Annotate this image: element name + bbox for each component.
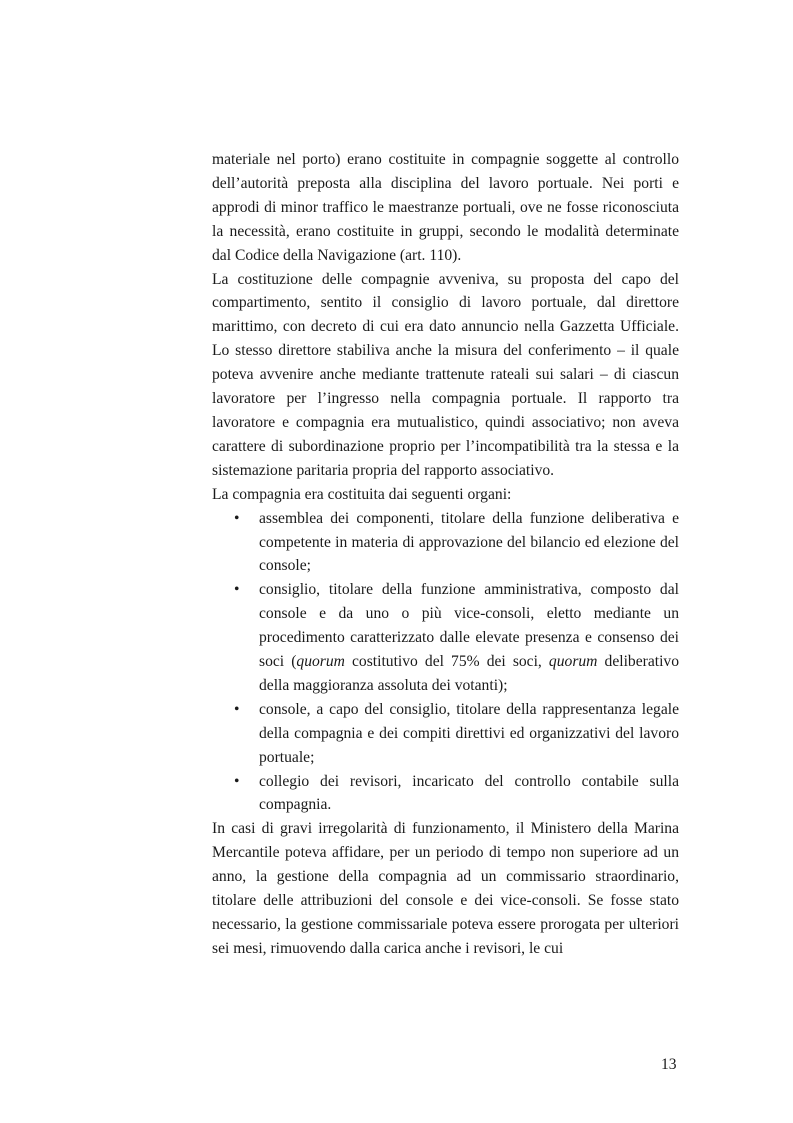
- organs-list: [212, 507, 679, 818]
- list-item-assemblea: [212, 507, 679, 579]
- list-item-text-part: deliberativo della maggioranza assoluta dei votanti);: [259, 653, 680, 694]
- list-item-text: assemblea dei componenti, titolare della funzione deliberativa e competente in materia di approvazione del bilancio ed elezione del console;: [259, 509, 679, 575]
- list-item-text: collegio dei revisori, incaricato del controllo contabile sulla compagnia.: [259, 772, 679, 814]
- list-item-consiglio: [212, 578, 679, 698]
- bullet-icon: •: [234, 772, 240, 790]
- body-text: [212, 148, 679, 961]
- italic-term: quorum: [296, 653, 345, 671]
- page-number: 13: [661, 1056, 677, 1073]
- paragraph-2: La costituzione delle compagnie avveniva, su proposta del capo del compartimento, sentito il consiglio di lavoro portuale, dal direttore marittimo, con decreto di cui era dato annuncio nella Gazzetta Ufficiale. Lo stesso direttore stabiliva anche la misura del conferimento – il quale poteva avvenire anche mediante trattenute rateali sui salari – di ciascun lavoratore per l’ingresso nella compagnia portuale. Il rapporto tra lavoratore e compagnia era mutualistico, quindi associativo; non aveva carattere di subordinazione proprio per l’incompatibilità tra la stessa e la sistemazione paritaria propria del rapporto associativo.: [212, 270, 679, 479]
- bullet-icon: •: [234, 509, 240, 527]
- list-item-text-part: costitutivo del 75% dei soci,: [344, 653, 549, 671]
- paragraph-4: In casi di gravi irregolarità di funzionamento, il Ministero della Marina Mercantile poteva affidare, per un periodo di tempo non superiore ad un anno, la gestione della compagnia ad un commissario straordinario, titolare delle attribuzioni del console e dei vice-consoli. Se fosse stato necessario, la gestione commissariale poteva essere prorogata per ulteriori sei mesi, rimuovendo dalla carica anche i revisori, le cui: [212, 820, 679, 957]
- paragraph-3: La compagnia era costituita dai seguenti organi:: [212, 485, 512, 503]
- list-item-console: [212, 698, 679, 770]
- paragraph-1: materiale nel porto) erano costituite in compagnie soggette al controllo dell’autorità preposta alla disciplina del lavoro portuale. Nei porti e approdi di minor traffico le maestranze portuali, ove ne fosse riconosciuta la necessità, erano costituite in gruppi, secondo le modalità determinate dal Codice della Navigazione (art. 110).: [212, 151, 679, 264]
- list-item-text-part: consiglio, titolare della funzione amministrativa, composto dal console e da uno o più vice-consoli, eletto mediante un procedimento caratterizzato dalle elevate presenza e consenso dei soci (: [259, 581, 679, 671]
- list-item-text: [259, 581, 679, 694]
- bullet-icon: •: [234, 700, 240, 718]
- italic-term: quorum: [548, 653, 598, 671]
- list-item-collegio: [212, 770, 679, 818]
- list-item-text: console, a capo del consiglio, titolare della rappresentanza legale della compagnia e dei compiti direttivi ed organizzativi del lavoro portuale;: [259, 700, 679, 766]
- bullet-icon: •: [234, 581, 240, 599]
